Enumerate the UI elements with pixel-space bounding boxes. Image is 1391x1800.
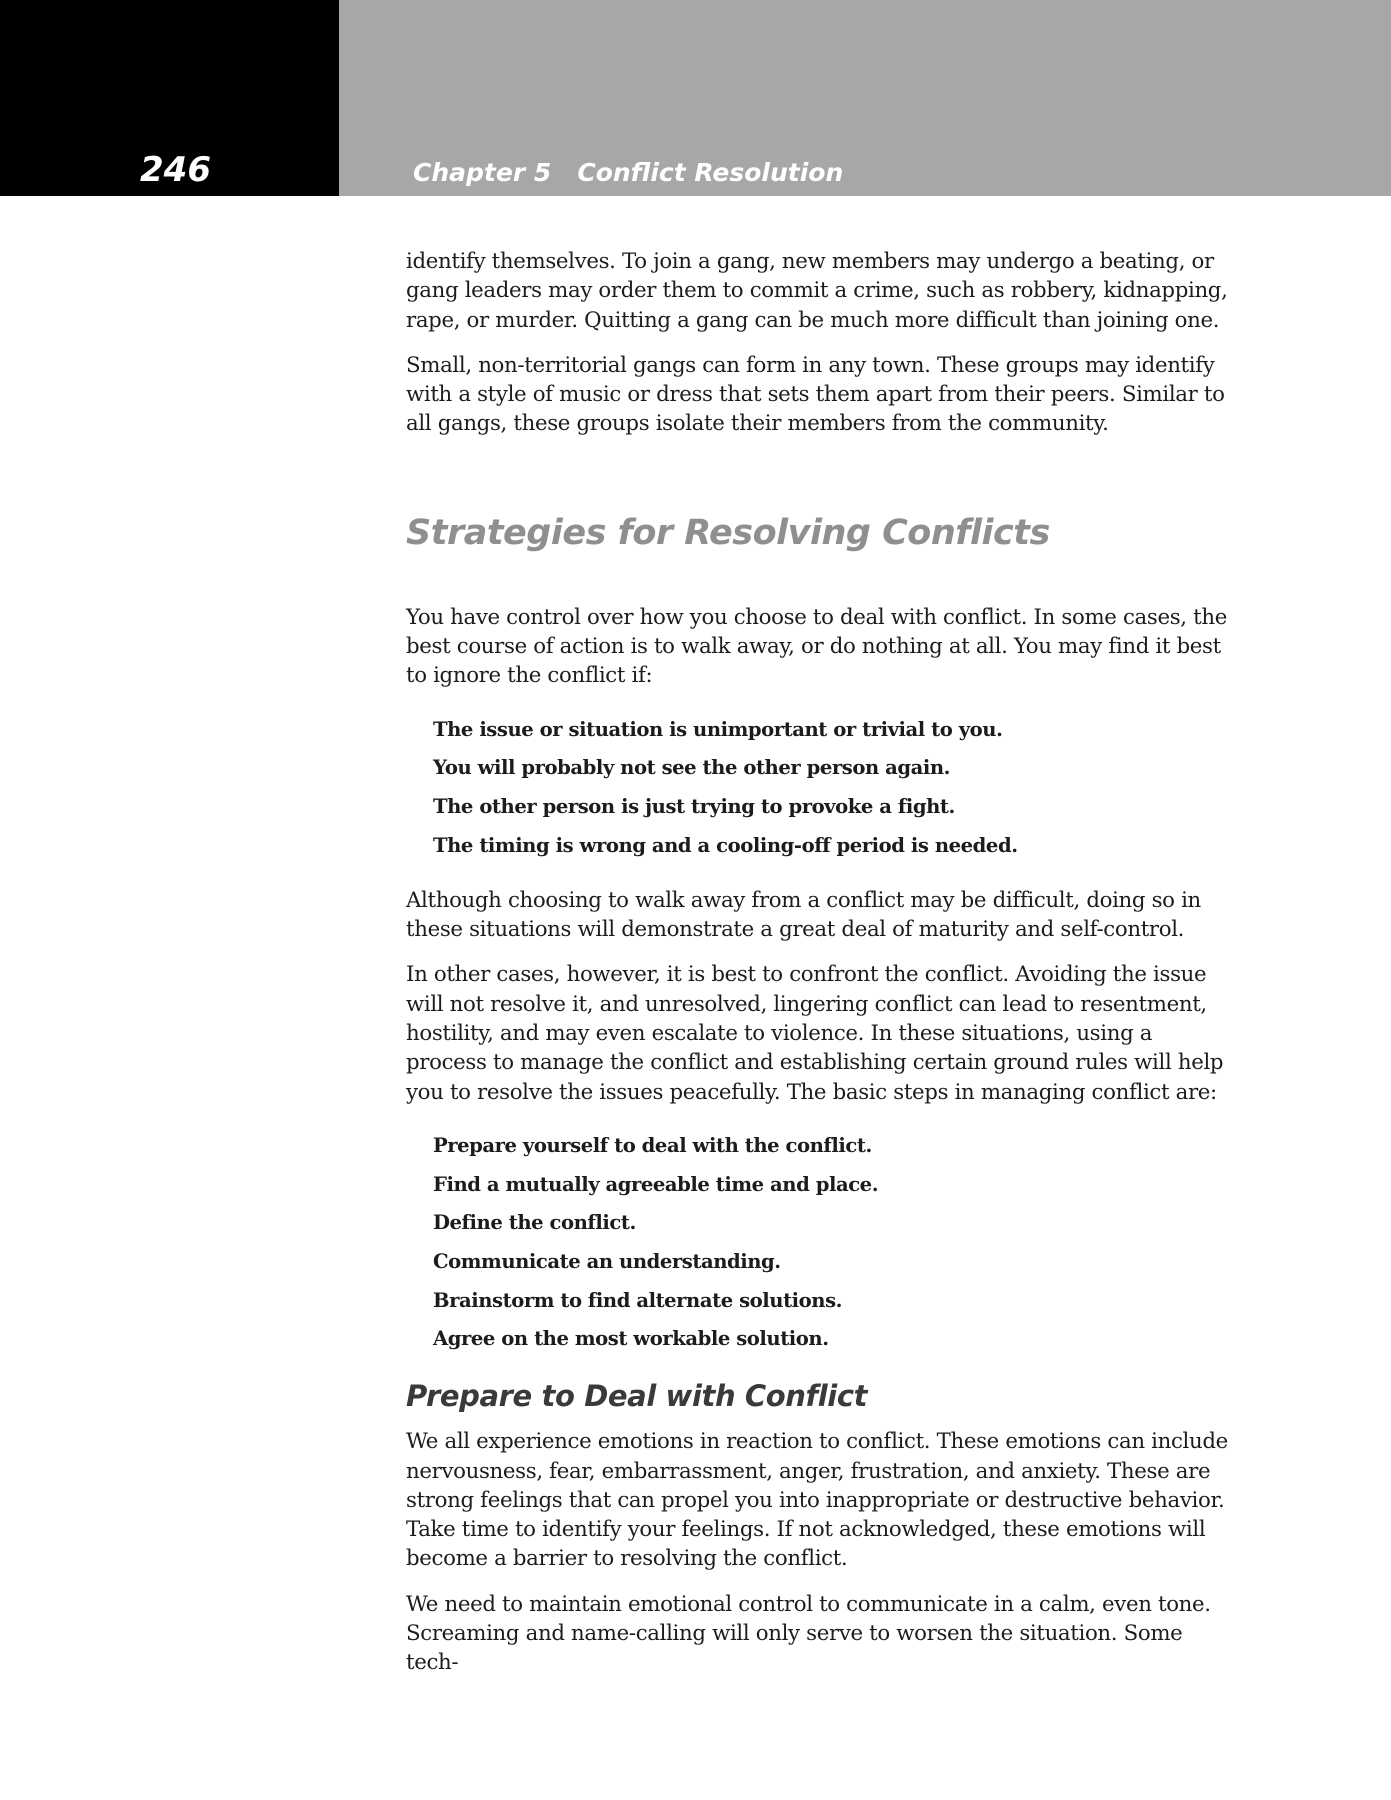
ignore-conditions-list <box>406 718 1236 858</box>
body-paragraph: Small, non-territorial gangs can form in any town. These groups may identify with a style of music or dress that sets them apart from their peers. Similar to all gangs, these groups isolate their members from the community. <box>406 352 1225 437</box>
page-number: 246 <box>140 150 211 190</box>
subsection-heading: Prepare to Deal with Conflict <box>406 1379 868 1414</box>
list-item: The issue or situation is unimportant or trivial to you. <box>433 717 1003 741</box>
running-head: Chapter 5 Conflict Resolution <box>413 158 844 187</box>
list-item: Find a mutually agreeable time and place. <box>433 1172 879 1196</box>
body-paragraph: identify themselves. To join a gang, new members may undergo a beating, or gang leaders may order them to commit a crime, such as robbery, kidnapping, rape, or murder. Quitting a gang can be much more difficult than joining one. <box>406 249 1228 333</box>
section-intro-paragraph: You have control over how you choose to deal with conflict. In some cases, the best course of action is to walk away, or do nothing at all. You may find it best to ignore the conflict if: <box>406 604 1227 689</box>
body-paragraph: Although choosing to walk away from a conflict may be difficult, doing so in these situations will demonstrate a great deal of maturity and self-control. <box>406 887 1201 943</box>
list-item: You will probably not see the other person again. <box>433 756 951 780</box>
list-item: The timing is wrong and a cooling-off period is needed. <box>433 833 1018 857</box>
body-paragraph: We all experience emotions in reaction to conflict. These emotions can include nervousness, fear, embarrassment, anger, frustration, and anxiety. These are strong feelings that can propel you into inappropriate or destructive behavior. Take time to identify your feelings. If not acknowledged, these emotions will become a barrier to resolving the conflict. <box>406 1429 1228 1572</box>
section-heading: Strategies for Resolving Conflicts <box>406 512 1050 553</box>
list-item: Brainstorm to find alternate solutions. <box>433 1288 843 1312</box>
list-item: Agree on the most workable solution. <box>433 1327 829 1351</box>
list-item: The other person is just trying to provoke a fight. <box>433 795 955 819</box>
page-body <box>406 247 1236 1694</box>
list-item: Prepare yourself to deal with the conflict. <box>433 1133 872 1157</box>
conflict-steps-list <box>406 1134 1236 1351</box>
body-paragraph: In other cases, however, it is best to confront the conflict. Avoiding the issue will not resolve it, and unresolved, lingering conflict can lead to resentment, hostility, and may even escalate to violence. In these situations, using a process to manage the conflict and establishing certain ground rules will help you to resolve the issues peacefully. The basic steps in managing conflict are: <box>406 962 1224 1105</box>
body-paragraph: We need to maintain emotional control to communicate in a calm, even tone. Screaming and name-calling will only serve to worsen the situation. Some tech- <box>406 1591 1211 1676</box>
list-item: Define the conflict. <box>433 1211 636 1235</box>
list-item: Communicate an understanding. <box>433 1249 781 1273</box>
